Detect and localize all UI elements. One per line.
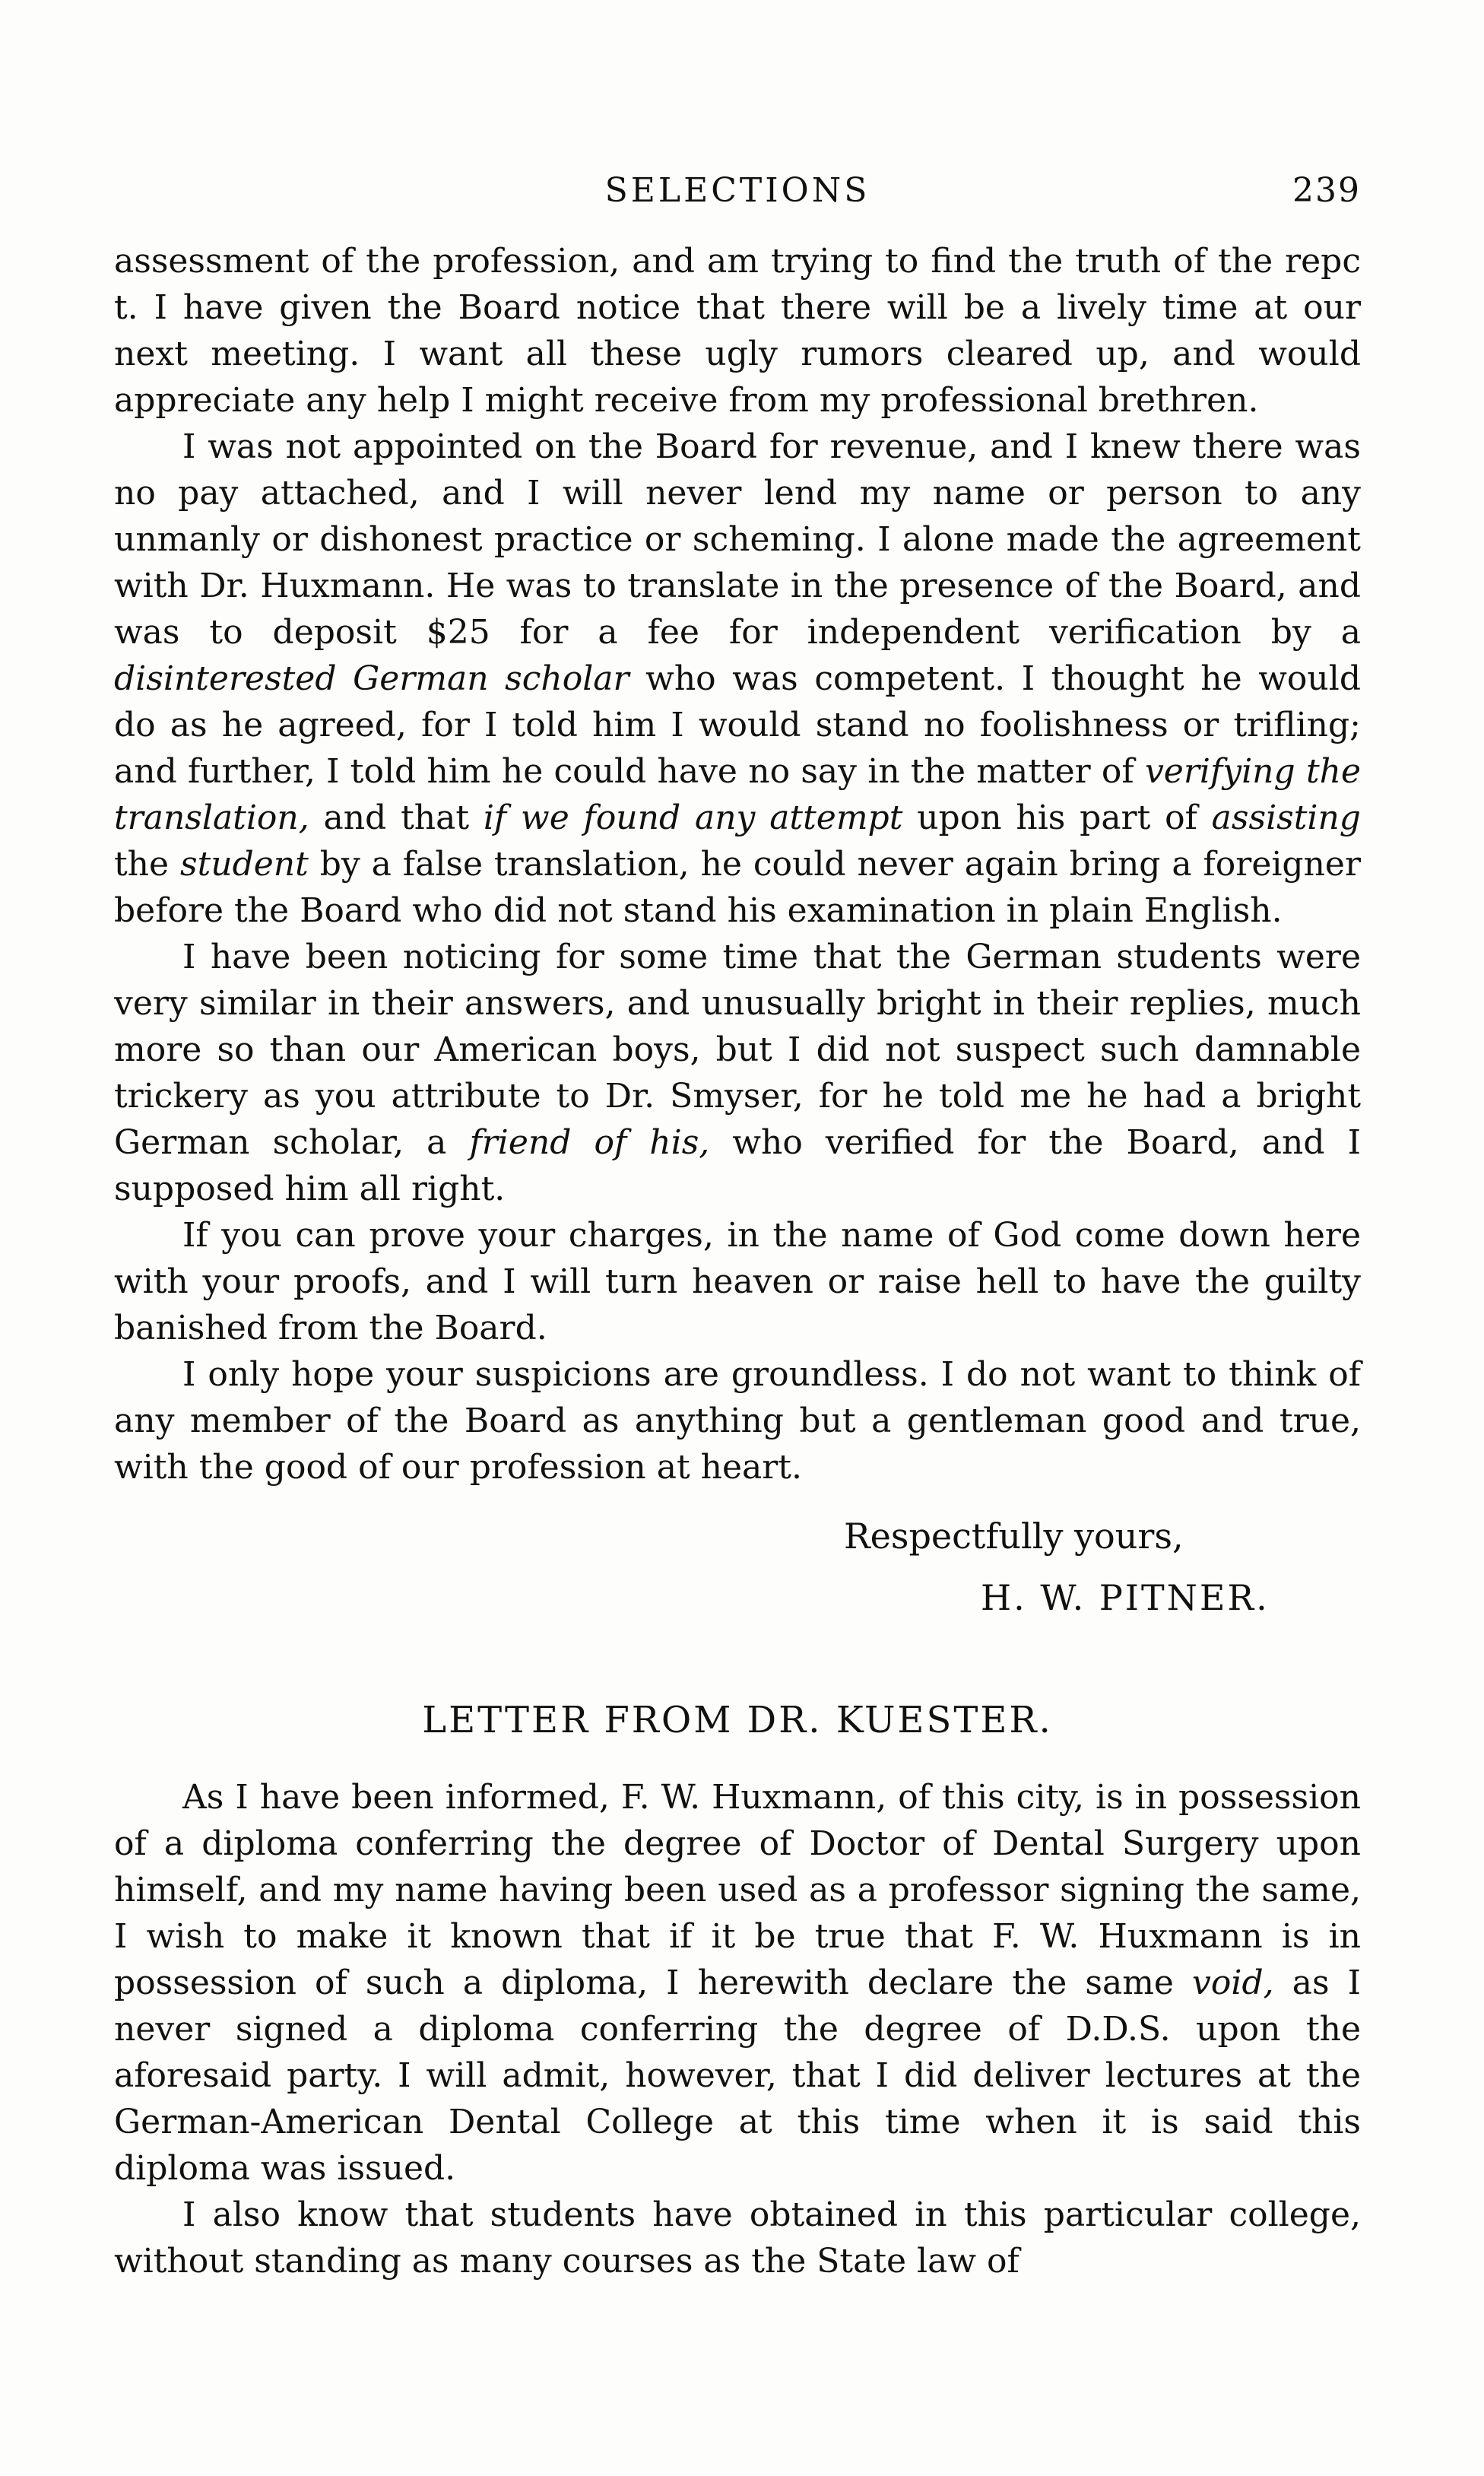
text-run: and that [309, 798, 484, 837]
italic-run: if we found any attempt [483, 798, 903, 837]
text-run: the [114, 845, 180, 884]
text-run: I was not appointed on the Board for revenue, and I knew there was no pay attached, and I will never lend my name or person to any unmanly or dishonest practice or scheming. I alone made the agreement with Dr. Huxmann. He was to translate in the presence of the Board, and was to deposit $25 for a fee for independent verification by a [114, 427, 1361, 652]
italic-run: friend of his, [469, 1123, 710, 1162]
paragraph [114, 934, 1361, 1212]
italic-run: verifying the translation, [114, 752, 1361, 837]
heading-text: LETTER FROM DR. KUESTER. [422, 1699, 1053, 1741]
letter-pitner [114, 238, 1361, 1621]
text-run: as I never signed a diploma conferring the degree of D.D.S. upon the aforesaid party. I will admit, however, that I did deliver lectures at the German-American Dental College at this time when it is said this diploma was issued. [114, 1963, 1361, 2188]
text-run: who was competent. I thought he would do as he agreed, for I told him I would stand no foolishness or trifling; and further, I told him he could have no say in the matter of [114, 659, 1361, 791]
paragraph: I only hope your suspicions are groundless. I do not want to think of any member of the Board as anything but a gentleman good and true, with the good of our profession at heart. [114, 1355, 1361, 1487]
italic-run: assisting [1211, 798, 1361, 837]
italic-run: student [179, 845, 309, 884]
italic-run: disinterested German scholar [114, 659, 629, 698]
text-run: by a false translation, he could never again bring a foreigner before the Board who did not stand his examination in plain English. [114, 845, 1362, 930]
paragraph: If you can prove your charges, in the name of God come down here with your proofs, and I will turn heaven or raise hell to have the guilty banished from the Board. [114, 1216, 1361, 1348]
closing-salutation: Respectfully yours, [844, 1516, 1184, 1557]
text-run: As I have been informed, F. W. Huxmann, of this city, is in possession of a diploma conferring the degree of Doctor of Dental Surgery upon himself, and my name having been used as a professor signing the same, I wish to make it known that if it be true that F. W. Huxmann is in possession of such a diploma, I herewith declare the same [114, 1778, 1361, 2002]
paragraph: I also know that students have obtained in this particular college, without standing as many courses as the State law of [114, 2195, 1361, 2281]
paragraph [114, 424, 1361, 934]
text-run: who verified for the Board, and I supposed him all right. [114, 1123, 1361, 1208]
italic-run: void, [1192, 1963, 1274, 2002]
signature: H. W. PITNER. [981, 1577, 1270, 1618]
running-title: SELECTIONS [604, 171, 870, 210]
page-number: 239 [1292, 171, 1361, 210]
section-heading [114, 1697, 1361, 1744]
paragraph: assessment of the profession, and am trying to find the truth of the repc t. I have given the Board notice that there will be a lively time at our next meeting. I want all these ugly rumors cleared up, and would appreciate any help I might receive from my professional brethren. [114, 242, 1361, 420]
running-head [114, 171, 1361, 224]
paragraph [114, 1774, 1361, 2192]
book-page [114, 171, 1361, 2284]
letter-kuester [114, 1774, 1361, 2284]
text-run: I have been noticing for some time that the German students were very similar in their answers, and unusually bright in their replies, much more so than our American boys, but I did not suspect such damnable trickery as you attribute to Dr. Smyser, for he told me he had a bright German scholar, a [114, 938, 1361, 1162]
text-run: upon his part of [902, 798, 1212, 837]
